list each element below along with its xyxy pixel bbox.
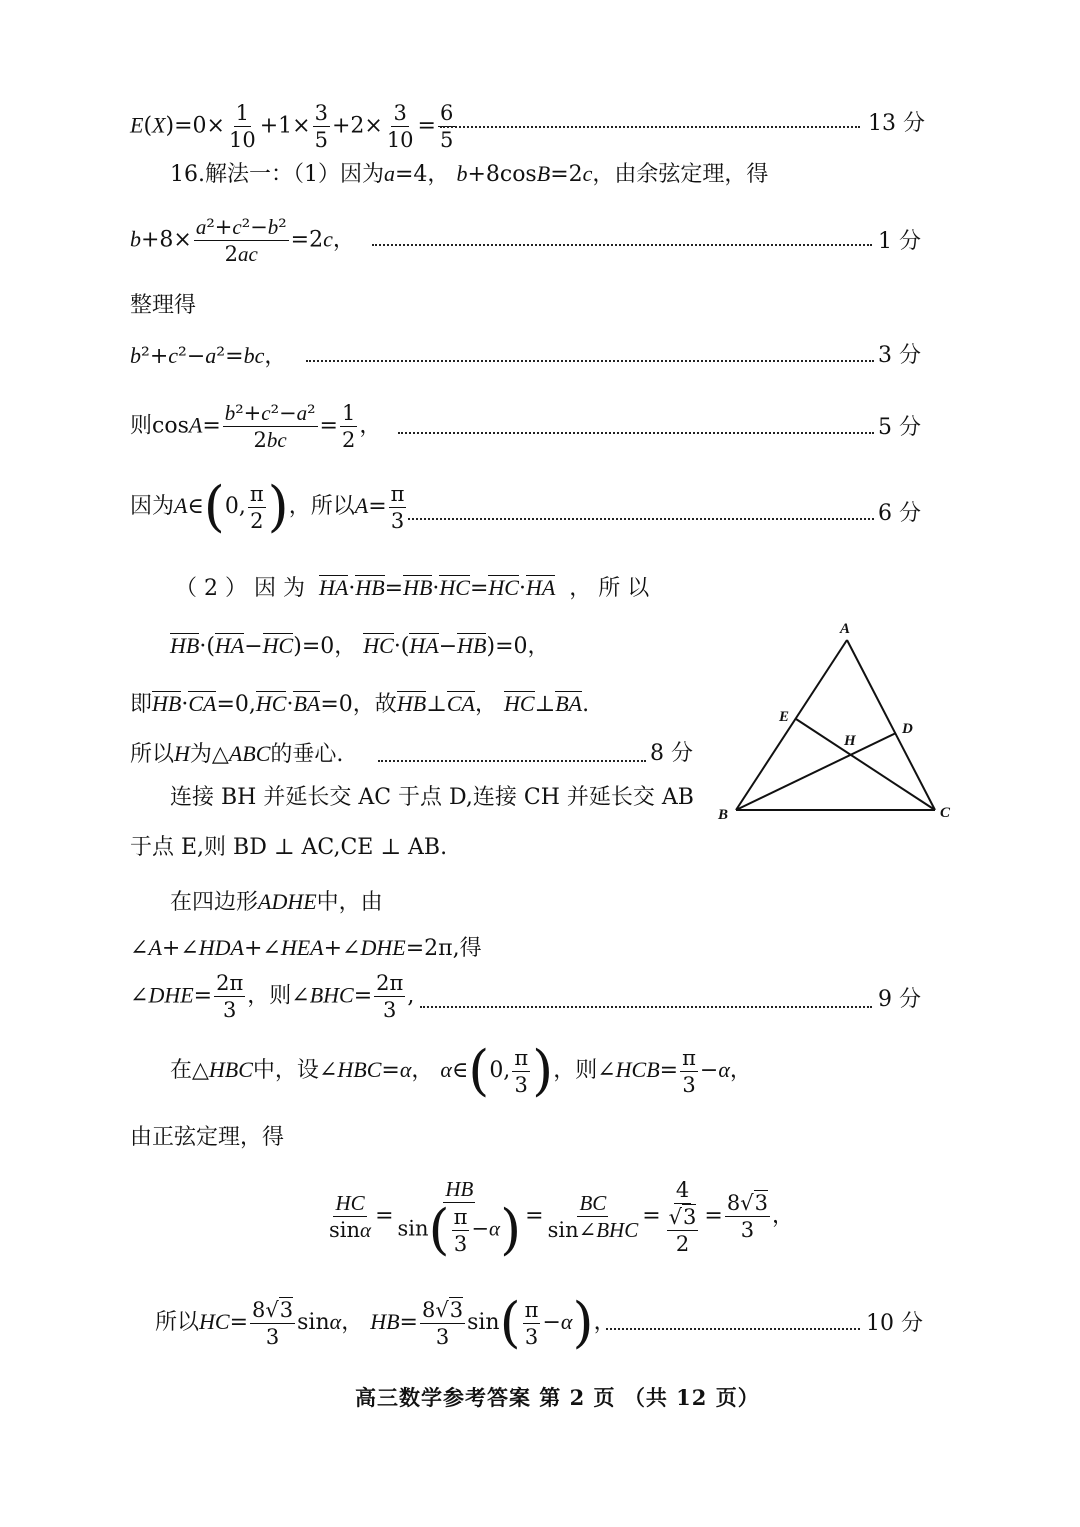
cosA-eq: 则cosA= $\frac{\text{b²+c²−a²}}{2bc}$ = $\frac{1}{2}$ ，: [130, 401, 382, 452]
sine-law-eq: $\frac{HC}{\sin\alpha}$ = HB sin( $\frac{\pi}{3}$ −α) = $\frac{BC}{\text{sin∠BHC}}$ = $\frac{4}{\frac{√3}{2}}$ = $\frac{8√3}{3}$ ，: [329, 1177, 794, 1261]
final-line: 所以HC= $\frac{8√3}{3}$ sinα， HB= $\frac{8√3}{3}$ sin( $\frac{\pi}{3}$ −α)，: [155, 1291, 616, 1354]
label-C: C: [940, 805, 951, 821]
score-5: 5 分: [878, 415, 921, 440]
quad-intro: 在四边形ADHE中，由: [170, 889, 383, 915]
bc-eq: b²+c²−a²=bc，: [130, 343, 287, 369]
A-value-line: 因为A∈(0, $\frac{\pi}{2}$ )，所以A= $\frac{\pi}{3}$: [130, 475, 405, 538]
angle-sum-line: ∠A+∠HDA+∠HEA+∠DHE=2π,得: [130, 935, 482, 961]
triangle-figure: [710, 615, 970, 830]
orthocenter-line: 所以H为△ABC的垂心.: [130, 741, 344, 767]
sine-law-label: 由正弦定理，得: [130, 1125, 285, 1150]
side-AB: [736, 640, 847, 810]
score-1: 1 分: [878, 229, 921, 254]
score-9: 9 分: [878, 987, 921, 1012]
label-D: D: [902, 721, 913, 737]
segment-CE: [796, 719, 935, 810]
leader-dots: [408, 518, 874, 520]
hbc-line: 在△HBC中，设∠HBC=α， α∈(0, $\frac{\pi}{3}$ )，则∠HCB= $\frac{\pi}{3}$ −α，: [170, 1039, 752, 1102]
side-AC: [847, 640, 935, 810]
leader-dots: [440, 126, 860, 128]
label-B: B: [718, 807, 729, 823]
score-10: 10 分: [866, 1311, 923, 1336]
page-footer: 高三数学参考答案 第 2 页 （共 12 页）: [355, 1385, 760, 1410]
leader-dots: [606, 1328, 860, 1330]
connect-line-1: 连接 BH 并延长交 AC 于点 D,连接 CH 并延长交 AB: [170, 785, 694, 810]
score-8: 8 分: [650, 741, 693, 766]
perpendicular-line: 即HB·CA=0,HC·BA=0，故HB⊥CA， HC⊥BA.: [130, 691, 590, 717]
leader-dots: [378, 760, 646, 762]
part2-intro: （ 2 ） 因 为 HA·HB=HB·HC=HC·HA ， 所 以: [175, 575, 650, 601]
score-6: 6 分: [878, 501, 921, 526]
sort-label: 整理得: [130, 293, 197, 318]
leader-dots: [372, 244, 872, 246]
angle-dhe-line: ∠DHE= $\frac{2\pi}{3}$ ，则∠BHC= $\frac{2\pi}{3}$ ,: [130, 971, 415, 1022]
problem16-intro: 16.解法一：（1）因为a=4， b+8cosB=2c，由余弦定理，得: [170, 161, 769, 187]
label-H: H: [844, 733, 856, 749]
cosine-law-eq: b+8× $\frac{\text{a²+c²−b²}}{2ac}$ =2c，: [130, 215, 355, 266]
label-A: A: [840, 621, 851, 637]
connect-line-2: 于点 E,则 BD ⊥ AC,CE ⊥ AB.: [130, 835, 448, 860]
score-3: 3 分: [878, 343, 921, 368]
score-13: 13 分: [868, 111, 925, 136]
leader-dots: [398, 432, 874, 434]
expectation-line: E(X)=0× $\frac{1}{10}$ +1× $\frac{3}{5}$ +2× $\frac{3}{10}$ = $\frac{6}{5}$: [130, 101, 454, 152]
leader-dots: [306, 360, 874, 362]
label-E: E: [779, 709, 790, 725]
vector-dot-zero: HB·(HA−HC)=0， HC·(HA−HB)=0，: [170, 633, 550, 659]
leader-dots: [420, 1006, 872, 1008]
